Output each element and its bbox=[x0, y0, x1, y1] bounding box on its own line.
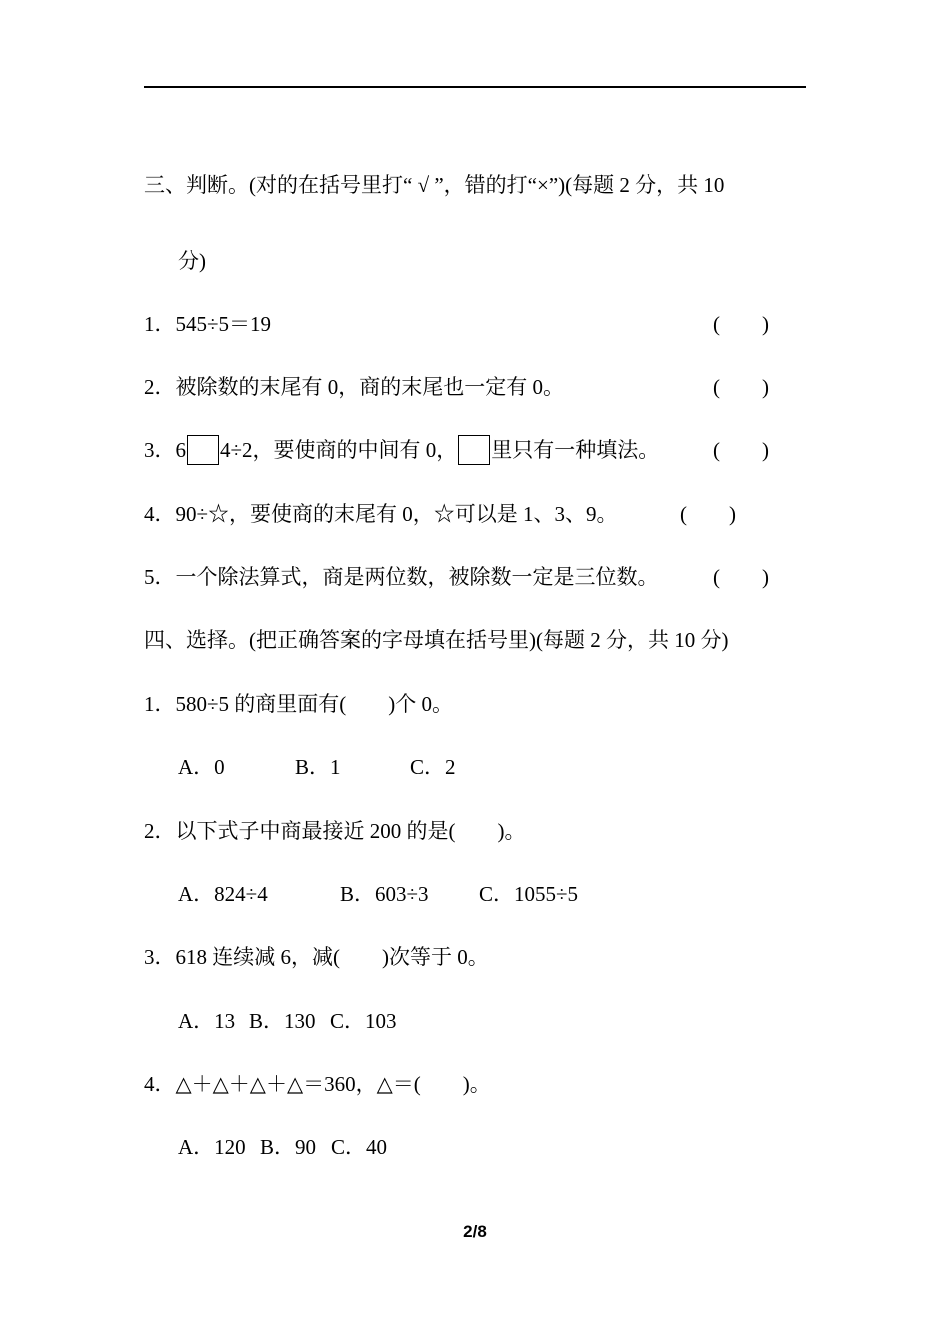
option-b[interactable]: B．603÷3 bbox=[340, 882, 429, 906]
choice-options-3 bbox=[178, 1006, 397, 1036]
option-a[interactable]: A．824÷4 bbox=[178, 882, 268, 906]
judge-answer-2[interactable]: ( ) bbox=[713, 375, 769, 399]
choice-question-3: 3．618 连续减 6，减( )次等于 0。 bbox=[144, 945, 489, 969]
choice-options-2 bbox=[178, 879, 578, 909]
option-b[interactable]: B．1 bbox=[295, 755, 341, 779]
judge-item-5: 5．一个除法算式，商是两位数，被除数一定是三位数。 bbox=[144, 565, 659, 589]
choice-question-1: 1．580÷5 的商里面有( )个 0。 bbox=[144, 692, 454, 716]
section3-heading-cont: 分) bbox=[178, 249, 206, 273]
blank-box[interactable] bbox=[187, 435, 219, 465]
option-b[interactable]: B．130 bbox=[249, 1009, 316, 1033]
blank-box[interactable] bbox=[458, 435, 490, 465]
option-a[interactable]: A．13 bbox=[178, 1009, 236, 1033]
option-a[interactable]: A．0 bbox=[178, 755, 225, 779]
page-number: 2/8 bbox=[463, 1222, 487, 1241]
section4-heading: 四、选择。(把正确答案的字母填在括号里)(每题 2 分，共 10 分) bbox=[144, 628, 729, 652]
judge-answer-1[interactable]: ( ) bbox=[713, 312, 769, 336]
choice-question-4: 4．△＋△＋△＋△＝360，△＝( )。 bbox=[144, 1072, 491, 1096]
header-rule bbox=[144, 86, 806, 88]
choice-options-4 bbox=[178, 1132, 387, 1162]
judge-answer-4[interactable]: ( ) bbox=[680, 502, 736, 526]
option-c[interactable]: C．40 bbox=[331, 1135, 388, 1159]
judge-item-3-part-b: 4÷2，要使商的中间有 0， bbox=[220, 438, 458, 462]
judge-item-1: 1．545÷5＝19 bbox=[144, 312, 272, 336]
option-c[interactable]: C．103 bbox=[330, 1009, 397, 1033]
option-c[interactable]: C．2 bbox=[410, 755, 456, 779]
judge-answer-3[interactable]: ( ) bbox=[713, 438, 769, 462]
option-b[interactable]: B．90 bbox=[260, 1135, 317, 1159]
choice-options-1 bbox=[178, 752, 456, 782]
judge-answer-5[interactable]: ( ) bbox=[713, 565, 769, 589]
section3-heading: 三、判断。(对的在括号里打“ √ ”，错的打“×”)(每题 2 分，共 10 bbox=[144, 173, 725, 197]
judge-item-3-part-c: 里只有一种填法。 bbox=[491, 438, 660, 462]
judge-item-3-part-a: 3．6 bbox=[144, 438, 186, 462]
option-c[interactable]: C．1055÷5 bbox=[479, 882, 579, 906]
judge-item-3 bbox=[144, 435, 659, 465]
judge-item-2: 2．被除数的末尾有 0，商的末尾也一定有 0。 bbox=[144, 375, 564, 399]
judge-item-4: 4．90÷☆，要使商的末尾有 0，☆可以是 1、3、9。 bbox=[144, 502, 618, 526]
choice-question-2: 2．以下式子中商最接近 200 的是( )。 bbox=[144, 819, 526, 843]
option-a[interactable]: A．120 bbox=[178, 1135, 246, 1159]
